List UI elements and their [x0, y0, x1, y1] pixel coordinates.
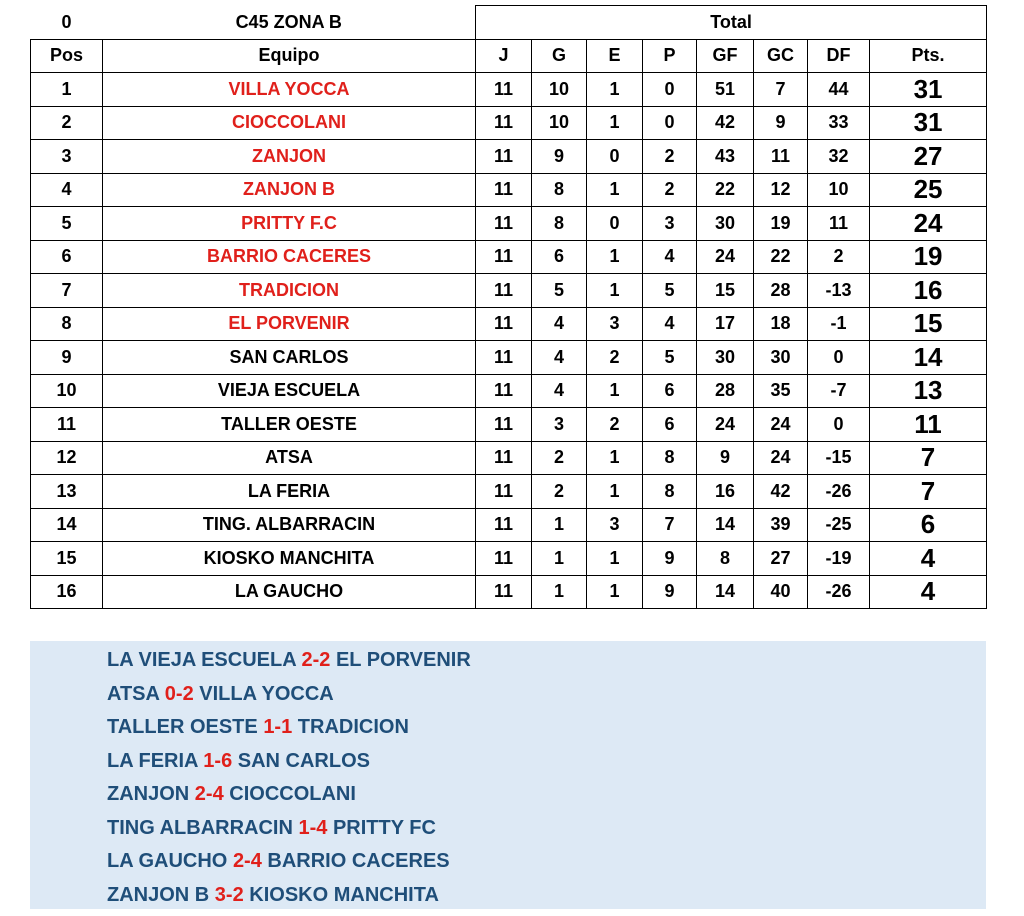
standings-table	[30, 5, 987, 609]
pos-cell: 12	[31, 441, 103, 475]
goal-diff-cell: -1	[808, 307, 870, 341]
table-row	[31, 542, 987, 576]
goals-against-cell: 40	[754, 575, 808, 609]
col-header-pos: Pos	[31, 39, 103, 73]
result-line	[107, 716, 409, 739]
team-cell: ATSA	[103, 441, 476, 475]
drawn-cell: 1	[587, 173, 643, 207]
result-line	[107, 817, 436, 840]
played-cell: 11	[476, 173, 532, 207]
table-row	[31, 374, 987, 408]
drawn-cell: 1	[587, 240, 643, 274]
lost-cell: 9	[643, 542, 697, 576]
won-cell: 1	[532, 508, 587, 542]
goals-against-cell: 12	[754, 173, 808, 207]
played-cell: 11	[476, 73, 532, 107]
won-cell: 5	[532, 274, 587, 308]
result-line	[107, 783, 356, 806]
points-cell: 4	[870, 575, 987, 609]
goals-against-cell: 18	[754, 307, 808, 341]
goals-for-cell: 42	[697, 106, 754, 140]
team-cell: CIOCCOLANI	[103, 106, 476, 140]
drawn-cell: 2	[587, 341, 643, 375]
goals-against-cell: 11	[754, 140, 808, 174]
played-cell: 11	[476, 441, 532, 475]
lost-cell: 2	[643, 173, 697, 207]
goal-diff-cell: 33	[808, 106, 870, 140]
points-cell: 14	[870, 341, 987, 375]
goals-for-cell: 24	[697, 408, 754, 442]
pos-cell: 8	[31, 307, 103, 341]
table-row	[31, 106, 987, 140]
result-home-team: ZANJON	[107, 783, 190, 805]
result-home-team: ZANJON B	[107, 883, 210, 906]
goal-diff-cell: 0	[808, 341, 870, 375]
played-cell: 11	[476, 240, 532, 274]
team-cell: LA FERIA	[103, 475, 476, 509]
goals-against-cell: 42	[754, 475, 808, 509]
goals-for-cell: 9	[697, 441, 754, 475]
result-away-team: SAN CARLOS	[237, 749, 370, 772]
team-cell: SAN CARLOS	[103, 341, 476, 375]
points-cell: 15	[870, 307, 987, 341]
goal-diff-cell: -19	[808, 542, 870, 576]
team-cell: BARRIO CACERES	[103, 240, 476, 274]
result-line	[107, 649, 471, 672]
lost-cell: 3	[643, 207, 697, 241]
won-cell: 1	[532, 575, 587, 609]
pos-cell: 5	[31, 207, 103, 241]
won-cell: 10	[532, 73, 587, 107]
goals-for-cell: 30	[697, 207, 754, 241]
col-header-j: J	[476, 39, 532, 73]
drawn-cell: 3	[587, 508, 643, 542]
won-cell: 9	[532, 140, 587, 174]
pos-cell: 6	[31, 240, 103, 274]
lost-cell: 8	[643, 475, 697, 509]
lost-cell: 5	[643, 274, 697, 308]
result-home-team: ATSA	[107, 682, 160, 705]
table-row	[31, 441, 987, 475]
result-away-team: PRITTY FC	[332, 816, 436, 839]
goals-for-cell: 8	[697, 542, 754, 576]
won-cell: 1	[532, 542, 587, 576]
table-row	[31, 140, 987, 174]
result-line	[107, 884, 439, 907]
goal-diff-cell: 32	[808, 140, 870, 174]
goal-diff-cell: 2	[808, 240, 870, 274]
played-cell: 11	[476, 274, 532, 308]
result-away-team: VILLA YOCCA	[199, 682, 334, 705]
pos-cell: 16	[31, 575, 103, 609]
col-header-g: G	[532, 39, 587, 73]
results-panel	[30, 641, 986, 909]
table-title: C45 ZONA B	[235, 11, 342, 32]
points-cell: 13	[870, 374, 987, 408]
team-cell: VILLA YOCCA	[103, 73, 476, 107]
goals-against-cell: 27	[754, 542, 808, 576]
goal-diff-cell: -25	[808, 508, 870, 542]
lost-cell: 5	[643, 341, 697, 375]
result-line	[107, 850, 450, 873]
result-score: 3-2	[214, 883, 244, 906]
played-cell: 11	[476, 575, 532, 609]
table-row	[31, 274, 987, 308]
result-home-team: LA GAUCHO	[107, 850, 228, 872]
won-cell: 8	[532, 207, 587, 241]
team-cell: EL PORVENIR	[103, 307, 476, 341]
result-home-team: LA VIEJA ESCUELA	[107, 649, 296, 671]
table-row	[31, 240, 987, 274]
pos-cell: 7	[31, 274, 103, 308]
team-cell: TRADICION	[103, 274, 476, 308]
drawn-cell: 1	[587, 106, 643, 140]
drawn-cell: 1	[587, 475, 643, 509]
goals-against-cell: 19	[754, 207, 808, 241]
team-cell: LA GAUCHO	[103, 575, 476, 609]
lost-cell: 0	[643, 106, 697, 140]
goals-against-cell: 7	[754, 73, 808, 107]
col-header-df: DF	[808, 39, 870, 73]
table-row	[31, 341, 987, 375]
pos-cell: 11	[31, 408, 103, 442]
corner-cell: 0	[61, 11, 72, 32]
result-away-team: BARRIO CACERES	[267, 850, 450, 872]
drawn-cell: 1	[587, 441, 643, 475]
pos-cell: 1	[31, 73, 103, 107]
points-cell: 24	[870, 207, 987, 241]
col-header-gf: GF	[697, 39, 754, 73]
goal-diff-cell: 0	[808, 408, 870, 442]
goals-for-cell: 16	[697, 475, 754, 509]
goals-against-cell: 24	[754, 441, 808, 475]
goal-diff-cell: -26	[808, 475, 870, 509]
pos-cell: 14	[31, 508, 103, 542]
team-cell: TING. ALBARRACIN	[103, 508, 476, 542]
points-cell: 7	[870, 441, 987, 475]
drawn-cell: 0	[587, 207, 643, 241]
goals-for-cell: 24	[697, 240, 754, 274]
goals-against-cell: 30	[754, 341, 808, 375]
points-cell: 6	[870, 508, 987, 542]
table-row	[31, 73, 987, 107]
goal-diff-cell: -15	[808, 441, 870, 475]
lost-cell: 6	[643, 374, 697, 408]
won-cell: 2	[532, 475, 587, 509]
drawn-cell: 3	[587, 307, 643, 341]
goal-diff-cell: -13	[808, 274, 870, 308]
goal-diff-cell: -7	[808, 374, 870, 408]
goals-for-cell: 17	[697, 307, 754, 341]
won-cell: 4	[532, 341, 587, 375]
played-cell: 11	[476, 374, 532, 408]
table-row	[31, 307, 987, 341]
result-home-team: TING ALBARRACIN	[107, 816, 293, 839]
goals-for-cell: 43	[697, 140, 754, 174]
result-away-team: EL PORVENIR	[335, 649, 471, 671]
result-home-team: LA FERIA	[107, 749, 198, 772]
pos-cell: 2	[31, 106, 103, 140]
table-row	[31, 207, 987, 241]
won-cell: 2	[532, 441, 587, 475]
result-score: 1-1	[263, 716, 293, 738]
result-away-team: CIOCCOLANI	[229, 783, 356, 805]
title-row	[31, 6, 987, 40]
played-cell: 11	[476, 475, 532, 509]
points-cell: 16	[870, 274, 987, 308]
result-line	[107, 683, 334, 706]
team-cell: VIEJA ESCUELA	[103, 374, 476, 408]
goal-diff-cell: 11	[808, 207, 870, 241]
result-away-team: KIOSKO MANCHITA	[249, 883, 439, 906]
table-row	[31, 475, 987, 509]
drawn-cell: 1	[587, 274, 643, 308]
lost-cell: 4	[643, 307, 697, 341]
pos-cell: 3	[31, 140, 103, 174]
points-cell: 31	[870, 106, 987, 140]
result-score: 1-6	[203, 749, 233, 772]
pos-cell: 4	[31, 173, 103, 207]
team-cell: TALLER OESTE	[103, 408, 476, 442]
column-header-row	[31, 39, 987, 73]
result-score: 1-4	[298, 816, 328, 839]
played-cell: 11	[476, 542, 532, 576]
won-cell: 6	[532, 240, 587, 274]
drawn-cell: 0	[587, 140, 643, 174]
lost-cell: 9	[643, 575, 697, 609]
goals-for-cell: 22	[697, 173, 754, 207]
goals-for-cell: 15	[697, 274, 754, 308]
lost-cell: 4	[643, 240, 697, 274]
team-cell: ZANJON B	[103, 173, 476, 207]
goals-against-cell: 24	[754, 408, 808, 442]
goals-against-cell: 9	[754, 106, 808, 140]
won-cell: 4	[532, 374, 587, 408]
played-cell: 11	[476, 140, 532, 174]
table-row	[31, 173, 987, 207]
result-score: 0-2	[164, 682, 194, 705]
played-cell: 11	[476, 408, 532, 442]
drawn-cell: 1	[587, 575, 643, 609]
result-home-team: TALLER OESTE	[107, 716, 258, 738]
team-cell: KIOSKO MANCHITA	[103, 542, 476, 576]
won-cell: 3	[532, 408, 587, 442]
lost-cell: 2	[643, 140, 697, 174]
points-cell: 19	[870, 240, 987, 274]
col-header-team: Equipo	[103, 39, 476, 73]
points-cell: 11	[870, 408, 987, 442]
col-header-pts: Pts.	[870, 39, 987, 73]
goals-for-cell: 30	[697, 341, 754, 375]
won-cell: 10	[532, 106, 587, 140]
goals-for-cell: 51	[697, 73, 754, 107]
table-row	[31, 575, 987, 609]
lost-cell: 6	[643, 408, 697, 442]
goals-against-cell: 35	[754, 374, 808, 408]
goals-against-cell: 22	[754, 240, 808, 274]
lost-cell: 7	[643, 508, 697, 542]
goal-diff-cell: -26	[808, 575, 870, 609]
played-cell: 11	[476, 307, 532, 341]
result-score: 2-4	[194, 783, 224, 805]
col-header-p: P	[643, 39, 697, 73]
table-row	[31, 508, 987, 542]
result-score: 2-4	[232, 850, 262, 872]
played-cell: 11	[476, 508, 532, 542]
team-cell: PRITTY F.C	[103, 207, 476, 241]
played-cell: 11	[476, 106, 532, 140]
pos-cell: 15	[31, 542, 103, 576]
col-header-e: E	[587, 39, 643, 73]
points-cell: 25	[870, 173, 987, 207]
points-cell: 31	[870, 73, 987, 107]
table-row	[31, 408, 987, 442]
drawn-cell: 1	[587, 73, 643, 107]
points-cell: 27	[870, 140, 987, 174]
played-cell: 11	[476, 207, 532, 241]
goals-for-cell: 14	[697, 575, 754, 609]
pos-cell: 13	[31, 475, 103, 509]
drawn-cell: 1	[587, 542, 643, 576]
played-cell: 11	[476, 341, 532, 375]
team-cell: ZANJON	[103, 140, 476, 174]
goals-against-cell: 28	[754, 274, 808, 308]
pos-cell: 9	[31, 341, 103, 375]
goal-diff-cell: 10	[808, 173, 870, 207]
result-line	[107, 750, 370, 773]
drawn-cell: 2	[587, 408, 643, 442]
pos-cell: 10	[31, 374, 103, 408]
points-cell: 7	[870, 475, 987, 509]
result-score: 2-2	[301, 649, 331, 671]
goals-against-cell: 39	[754, 508, 808, 542]
won-cell: 8	[532, 173, 587, 207]
drawn-cell: 1	[587, 374, 643, 408]
goal-diff-cell: 44	[808, 73, 870, 107]
won-cell: 4	[532, 307, 587, 341]
lost-cell: 8	[643, 441, 697, 475]
lost-cell: 0	[643, 73, 697, 107]
total-header: Total	[476, 6, 987, 40]
result-away-team: TRADICION	[297, 716, 409, 738]
col-header-gc: GC	[754, 39, 808, 73]
goals-for-cell: 28	[697, 374, 754, 408]
goals-for-cell: 14	[697, 508, 754, 542]
points-cell: 4	[870, 542, 987, 576]
